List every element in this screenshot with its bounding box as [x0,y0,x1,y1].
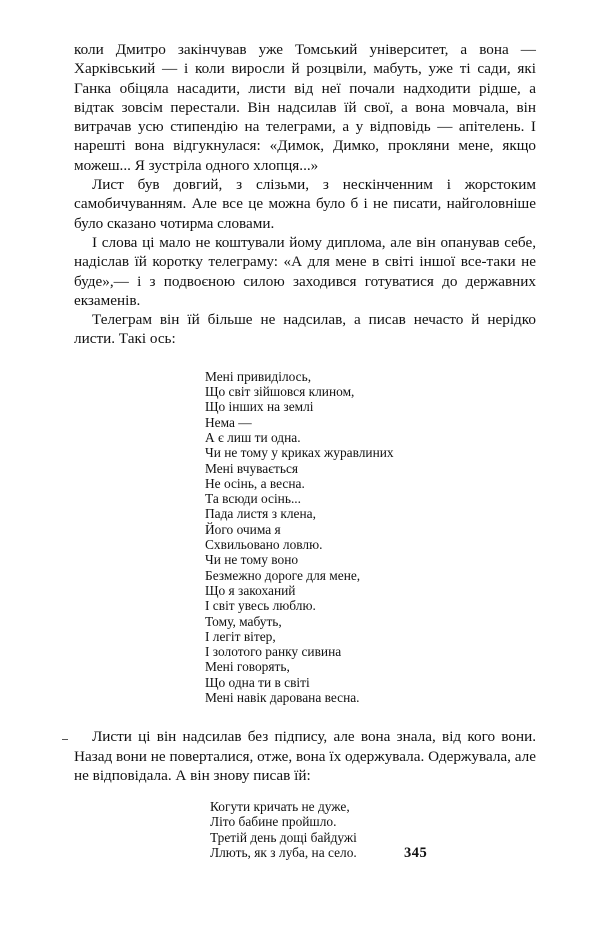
poem-1-line: Чи не тому у криках журавлиних [205,445,394,461]
poem-1-line: Схвильовано ловлю. [205,537,323,553]
paragraph-3-text: І слова ці мало не коштували йому диплома, але він опанував себе, надіслав їй коротку телеграму: «А для мене в світі іншої все-таки не буде»,— і з подвоєною силою заходився готуватися до державних екзаменів. [74,233,536,309]
poem-2-line: Когути кричать не дуже, [210,799,350,815]
paragraph-3 [74,233,536,310]
poem-1-line: Що інших на землі [205,399,314,415]
margin-mark [62,739,68,740]
paragraph-5-text: Листи ці він надсилав без підпису, але вона знала, від кого вони. Назад вони не поверталися, отже, вона їх одержувала. Одержувала, але не відповідала. А він знову писав їй: [74,728,536,784]
poem-1-line: І світ увесь люблю. [205,598,316,614]
poem-2-line: Третій день дощі байдужі [210,829,357,845]
poem-1-line: А є лиш ти одна. [205,429,301,445]
poem-1-line: Та всюди осінь... [205,491,301,507]
poem-1-line: Пада листя з клена, [205,506,316,522]
poem-1-line: Що одна ти в світі [205,674,310,690]
poem-1-line: І легіт вітер, [205,628,276,644]
poem-2-line: Ллють, як з луба, на село. [210,845,357,861]
page-number: 345 [404,845,428,861]
page-body [74,40,536,860]
poem-1-line: Що світ зійшовся клином, [205,384,355,400]
poem-1-line: Мені навік дарована весна. [205,689,360,705]
poem-2-line: Літо бабине пройшло. [210,814,337,830]
paragraph-2-text: Лист був довгий, з слізьми, з нескінченним і жорстоким самобичуванням. Але все це можна було б і не писати, найголовніше було сказано чотирма словами. [74,176,536,232]
paragraph-5 [74,727,536,785]
poem-1-line: Нема — [205,414,252,430]
poem-1-line: Його очима я [205,521,281,537]
poem-1-line: Що я закоханий [205,582,296,598]
paragraph-4 [74,310,536,349]
poem-1-line: Мені привиділось, [205,368,312,384]
paragraph-1: коли Дмитро закінчував уже Томський університет, а вона — Харківський — і коли виросли й розцвіли, мабуть, уже ті сади, які Ганка обіцяла насадити, листи від неї почали надходити рідше, а відтак зовсім перестали. Він надсилав їй свої, а вона мовчала, він витрачав усю стипендію на телеграми, а у відповідь — апітелень. І нарешті вона відгукнулася: «Димок, Димко, прокляни мене, якщо можеш... Я зустріла одного хлопця...» [74,41,536,174]
paragraph-2 [74,175,536,233]
poem-1-line: Чи не тому воно [205,552,299,568]
poem-1-line: Безмежно дороге для мене, [205,567,361,583]
poem-1-line: Тому, мабуть, [205,613,282,629]
poem-2 [210,799,536,860]
poem-1-line: Мені вчувається [205,460,299,476]
paragraph-4-text: Телеграм він їй більше не надсилав, а писав нечасто й нерідко листи. Такі ось: [74,311,536,348]
poem-1-line: Мені говорять, [205,659,290,675]
poem-1 [205,369,536,706]
poem-1-line: Не осінь, а весна. [205,475,305,491]
poem-1-line: І золотого ранку сивина [205,644,342,660]
